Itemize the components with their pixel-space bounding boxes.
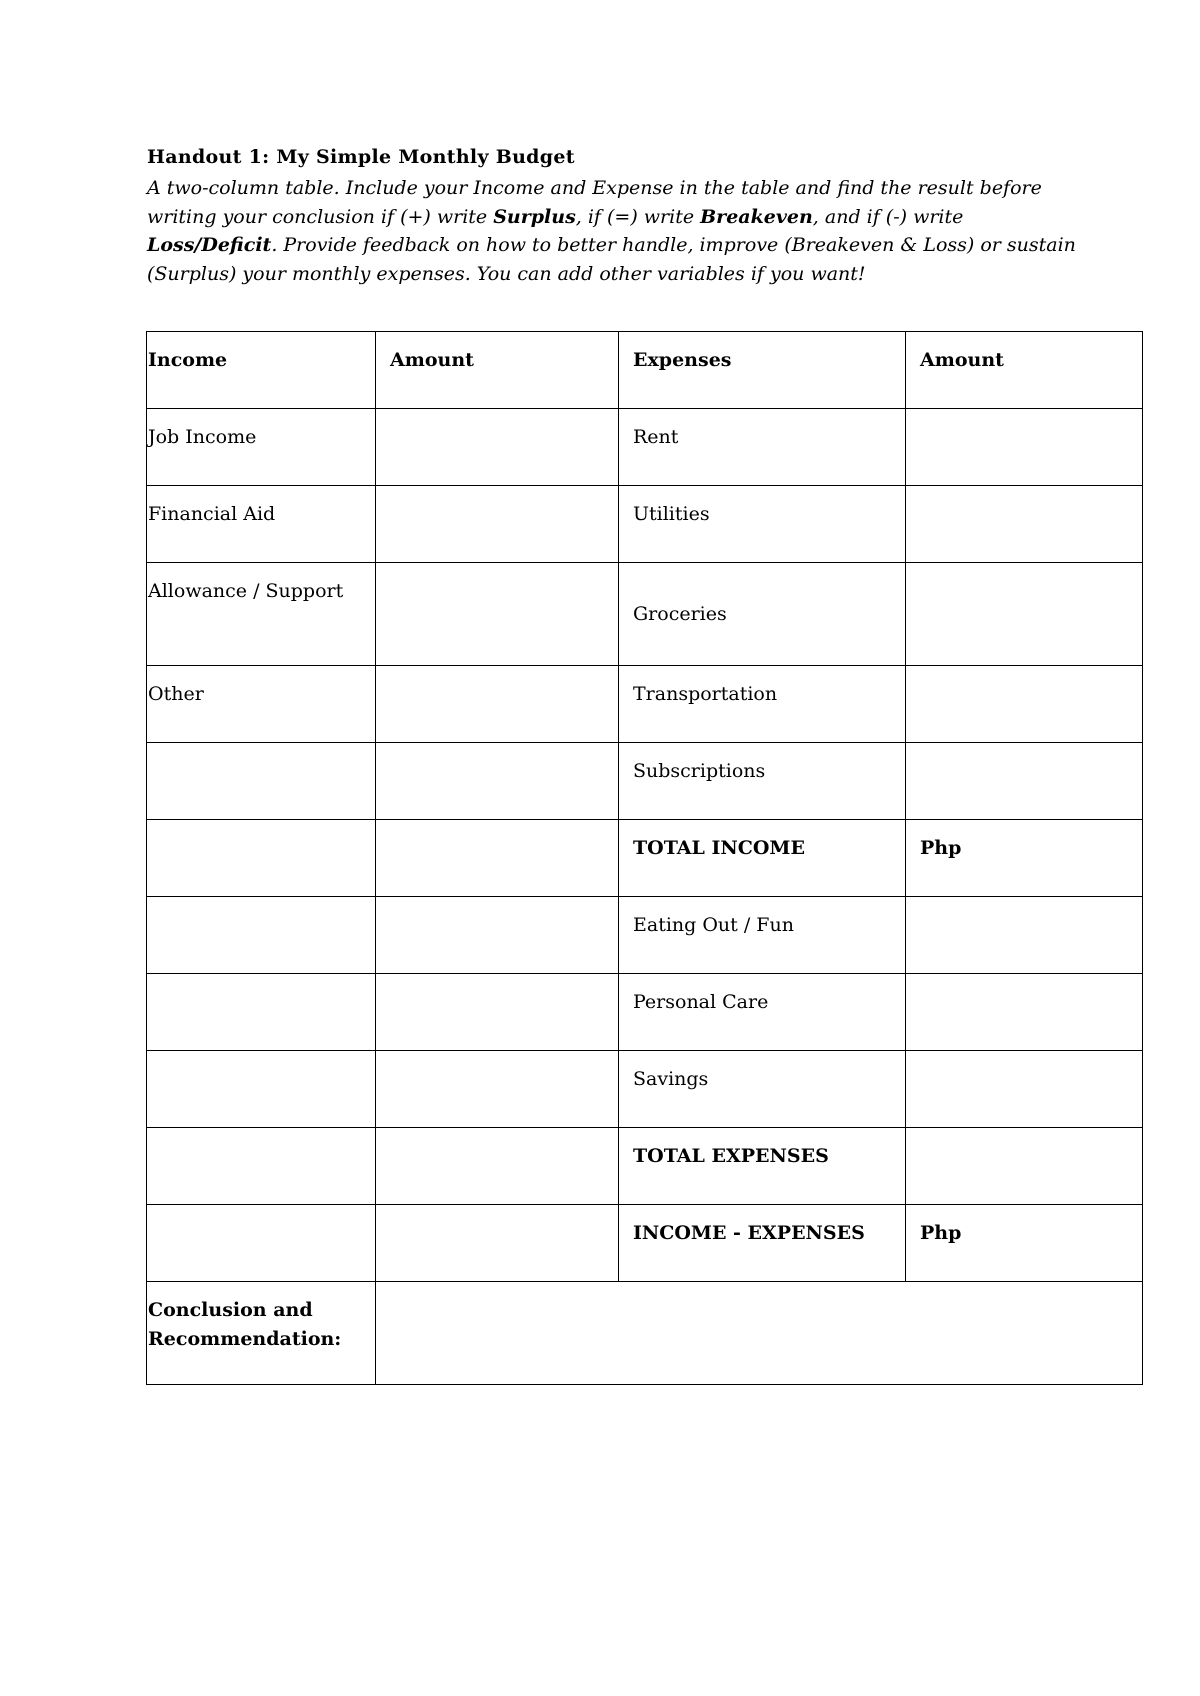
table-row [147, 666, 1143, 743]
instructions-text: . Provide feedback on how to better handle, improve (Breakeven & Loss) or sustain (Surplus) your monthly expenses. You can add other variables if you want! [147, 234, 1076, 285]
income-label: Job Income [147, 409, 376, 486]
net-result-value[interactable]: Php [906, 1205, 1143, 1282]
income-amount-cell[interactable] [376, 820, 619, 897]
expense-label: Transportation [619, 666, 906, 743]
income-amount-cell[interactable] [376, 486, 619, 563]
expense-label: Utilities [619, 486, 906, 563]
income-label: Allowance / Support [147, 563, 376, 666]
expense-amount-cell[interactable] [906, 409, 1143, 486]
income-label: Financial Aid [147, 486, 376, 563]
income-amount-cell[interactable] [376, 563, 619, 666]
table-row [147, 1051, 1143, 1128]
conclusion-label-line: Conclusion and [148, 1299, 313, 1321]
breakeven-term: Breakeven [700, 205, 813, 228]
income-label[interactable] [147, 974, 376, 1051]
income-label[interactable] [147, 820, 376, 897]
expense-label: Subscriptions [619, 743, 906, 820]
conclusion-label [147, 1282, 376, 1385]
expense-label: Personal Care [619, 974, 906, 1051]
loss-term: Loss/Deficit [147, 234, 272, 257]
table-row [147, 563, 1143, 666]
expense-amount-cell[interactable] [906, 563, 1143, 666]
table-row [147, 486, 1143, 563]
expense-label: Rent [619, 409, 906, 486]
expense-amount-cell[interactable] [906, 486, 1143, 563]
table-row [147, 1128, 1143, 1205]
expense-label: Savings [619, 1051, 906, 1128]
income-amount-header: Amount [376, 332, 619, 409]
expense-amount-cell[interactable] [906, 897, 1143, 974]
income-amount-cell[interactable] [376, 743, 619, 820]
income-label[interactable] [147, 1128, 376, 1205]
expenses-header: Expenses [619, 332, 906, 409]
page-title: Handout 1: My Simple Monthly Budget [147, 146, 575, 168]
instructions-text: , if (=) write [575, 205, 701, 228]
total-income-value[interactable]: Php [906, 820, 1143, 897]
income-amount-cell[interactable] [376, 409, 619, 486]
income-amount-cell[interactable] [376, 1205, 619, 1282]
expense-amount-cell[interactable] [906, 1051, 1143, 1128]
conclusion-row [147, 1282, 1143, 1385]
expense-amount-cell[interactable] [906, 666, 1143, 743]
income-label[interactable] [147, 897, 376, 974]
income-label[interactable] [147, 743, 376, 820]
table-row [147, 743, 1143, 820]
table-row [147, 409, 1143, 486]
income-header: Income [147, 332, 376, 409]
table-header-row [147, 332, 1143, 409]
instructions [147, 174, 1077, 288]
table-row [147, 1205, 1143, 1282]
table-row [147, 897, 1143, 974]
income-amount-cell[interactable] [376, 1051, 619, 1128]
income-amount-cell[interactable] [376, 897, 619, 974]
income-amount-cell[interactable] [376, 666, 619, 743]
income-amount-cell[interactable] [376, 1128, 619, 1205]
conclusion-label-line: Recommendation: [148, 1328, 342, 1350]
conclusion-field[interactable] [376, 1282, 1143, 1385]
table-row [147, 820, 1143, 897]
total-income-label: TOTAL INCOME [619, 820, 906, 897]
expense-amount-cell[interactable] [906, 743, 1143, 820]
income-label[interactable] [147, 1205, 376, 1282]
expense-amount-cell[interactable] [906, 974, 1143, 1051]
income-label[interactable] [147, 1051, 376, 1128]
surplus-term: Surplus [493, 205, 576, 228]
income-amount-cell[interactable] [376, 974, 619, 1051]
expenses-amount-header: Amount [906, 332, 1143, 409]
expense-label: Eating Out / Fun [619, 897, 906, 974]
net-result-label: INCOME - EXPENSES [619, 1205, 906, 1282]
income-label: Other [147, 666, 376, 743]
instructions-text: A two-column table. Include your Income and Expense in the table and find the result before writing your conclusion if (+) write [147, 177, 1042, 228]
total-expenses-label: TOTAL EXPENSES [619, 1128, 906, 1205]
expense-label: Groceries [619, 563, 906, 666]
total-expenses-value[interactable] [906, 1128, 1143, 1205]
budget-table [146, 331, 1143, 1385]
table-row [147, 974, 1143, 1051]
instructions-text: , and if (-) write [812, 205, 964, 228]
